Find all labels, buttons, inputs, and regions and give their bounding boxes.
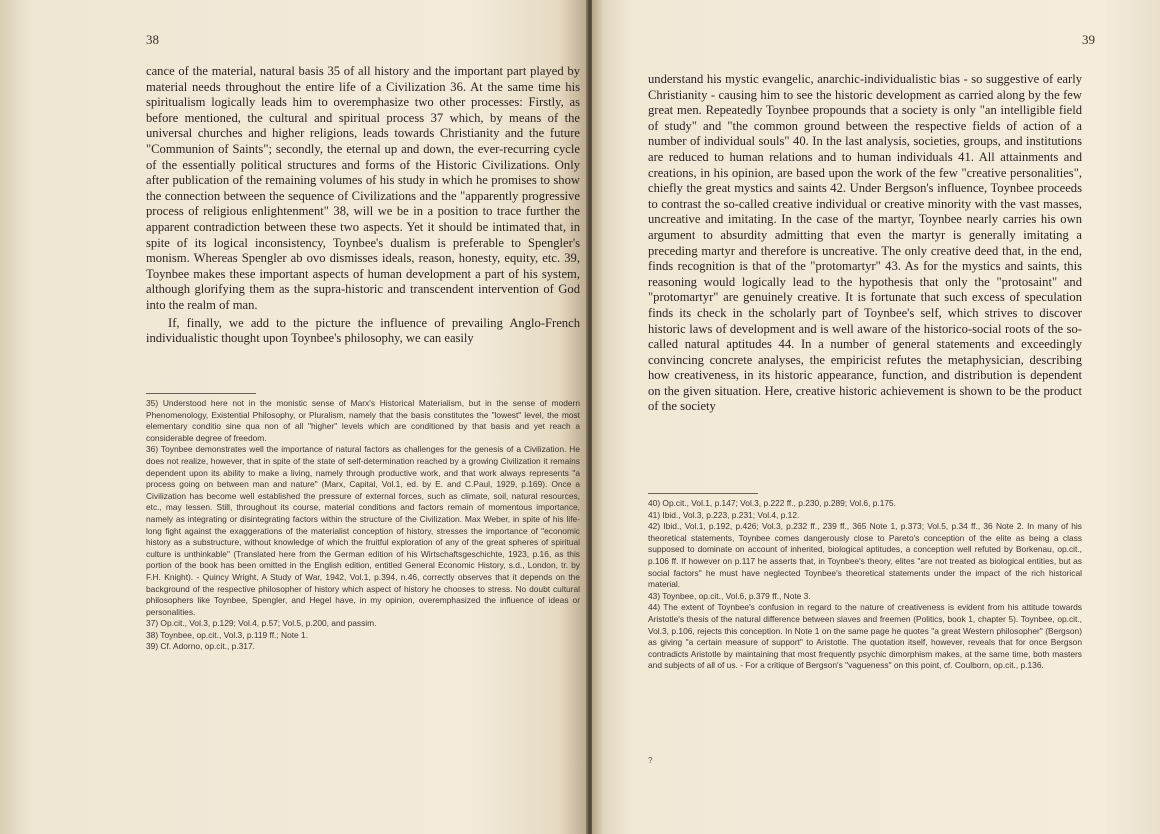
footnote-rule	[146, 393, 256, 394]
page-number: 38	[146, 32, 159, 47]
footnote: 43) Toynbee, op.cit., Vol.6, p.379 ff., Note 3.	[648, 590, 811, 601]
footnote: 41) Ibid., Vol.3, p.223, p.231; Vol.4, p.12.	[648, 509, 800, 520]
stray-mark: ?	[648, 756, 653, 765]
footnote: 38) Toynbee, op.cit., Vol.3, p.119 ff.; Note 1.	[146, 629, 309, 640]
footnote: 35) Understood here not in the monistic sense of Marx's Historical Materialism, but in the sense of modern Phenomenology, Existential Philosophy, or Pluralism, namely that the basis constitutes the "lowest" level, the most elementary conditio sine qua non of all "higher" levels which are conditioned by that basis and yet reach a considerable degree of freedom.	[146, 398, 580, 443]
footnote-rule	[648, 493, 758, 494]
body-paragraph: understand his mystic evangelic, anarchic-individualistic bias - so suggestive of early Christianity - causing him to see the historic development as carried along by the few great men. Repeatedly Toynbee propounds that a society is only "an intelligible field of study" and "the common ground between the respective fields of action of a number of individual souls" 40. In the last analysis, societies, groups, and institutions are reduced to human relations and to human individuals 41. All attainments and creations, in his opinion, are based upon the work of the few "creative personalities", chiefly the great mystics and saints 42. Under Bergson's influence, Toynbee proceeds to contrast the so-called creative individual or creative minority with the vast masses, uncreative and imitating. In the case of the martyr, Toynbee nearly carries his own argument to absurdity admitting that even the martyr is generally imitating a preceding martyr and therefore is uncreative. The only creative deed that, in the end, finds recognition is that of the "protomartyr" 43. As for the mystics and saints, this reasoning would logically lead to the hypothesis that only the "protosaint" and "protomartyr" are genuinely creative. It is fortunate that such excess of speculation finds its check in the scholarly part of Toynbee's self, which strives to discover historic laws of development and is well aware of the historico-social roots of the so-called natural aptitudes 44. In a number of general statements and exceedingly convincing concrete analyses, the empiricist refutes the metaphysician, describing how creativeness, in its historic appearance, function, and distribution is dependent on the given situation. Here, creative historic achievement is shown to be the product of the society	[648, 72, 1082, 414]
footnotes	[146, 398, 580, 653]
footnote: 36) Toynbee demonstrates well the importance of natural factors as challenges for the genesis of a Civilization. He does not realize, however, that in spite of the state of self-determination reached by a growing Civilization it remains dependent upon its ability to make a living, namely through productive work, and that work always represents "a process going on between man and nature" (Marx, Capital, Vol.1, ed. by E. and C.Paul, 1929, p.169). Once a Civilization has become well established the pressure of external forces, such as climate, soil, natural resources, etc., may lessen. Still, throughout its course, material conditions and factors remain of momentous importance, namely as integrating or disintegrating factors within the structure of the Civilization. Max Weber, in spite of his life-long fight against the exaggerations of the materialist conception of history, stresses the importance of "economic history as a substructure, without knowledge of which the fruitful exploration of any of the great spheres of spiritual culture is unthinkable" (Translated here from the German edition of his Wirtschaftsgeschichte, 1923, p.16, as this portion of the book has been omitted in the English edition, entitled General Economic History, s.d., London, tr. by F.H. Knight). - Quincy Wright, A Study of War, 1942, Vol.1, p.394, n.46, correctly observes that it depends on the background of the respective philosopher of history which aspect of history he chooses to stress. No doubt cultural philosophers like Toynbee, Spengler, and Hegel have, in my opinion, overemphasized the influence of ideas or personalities.	[146, 444, 580, 617]
body-paragraph: If, finally, we add to the picture the influence of prevailing Anglo-French individualistic thought upon Toynbee's philosophy, we can easily	[146, 315, 580, 346]
footnote: 44) The extent of Toynbee's confusion in regard to the nature of creativeness is evident from his attitude towards Aristotle's thesis of the natural difference between slaves and freemen (Politics, book 1, chapter 5). Toynbee, op.cit., Vol.3, p.106, rejects this conception. In Note 1 on the same page he quotes "a great Western philosopher" (Bergson) as giving "a certain measure of support" to Aristotle. The quotation itself, however, reveals that for once Bergson contradicts Aristotle by maintaining that most frequently psychic dimorphism makes, at the same time, both masters and subjects of all of us. - For a critique of Bergson's "vagueness" on this point, cf. Coulborn, op.cit., p.136.	[648, 602, 1082, 671]
body-paragraph: cance of the material, natural basis 35 of all history and the important part played by material needs throughout the entire life of a Civilization 36. At the same time his spiritualism logically leads him to overemphasize two other processes: Firstly, as before mentioned, the cultural and spiritual process 37 which, by means of the universal churches and higher religions, leads towards Christianity and the future "Communion of Saints"; secondly, the eternal up and down, the ever-recurring cycle of the essentially political structures and forms of the Historic Civilizations. Only after publication of the remaining volumes of his study in which he promises to show the connection between the sequence of Civilizations and the "apparently progressive process of religious enlightenment" 38, will we be in a position to trace further the apparent contradiction between these two aspects. Yet it should be intimated that, in spite of its logical inconsistency, Toynbee's dualism is preferable to Spengler's monism. Whereas Spengler ab ovo dismisses ideals, reason, honesty, equity, etc. 39, Toynbee makes these important aspects of human development a part of his system, although glorifying them as the supra-historic and transcendent intervention of God into the realm of man.	[146, 64, 580, 312]
page-number: 39	[1082, 32, 1095, 47]
footnote: 40) Op.cit., Vol.1, p.147; Vol.3, p.222 ff., p.230, p.289; Vol.6, p.175.	[648, 498, 897, 508]
footnote: 37) Op.cit., Vol.3, p.129; Vol.4, p.57; Vol.5, p.200, and passim.	[146, 618, 377, 629]
body-text	[648, 72, 1082, 415]
right-page	[592, 0, 1160, 834]
body-text	[146, 64, 580, 347]
footnotes	[648, 498, 1082, 672]
footnote: 42) Ibid., Vol.1, p.192, p.426; Vol.3, p.232 ff., 239 ff., 365 Note 1, p.373; Vol.5, p.34 ff., 36 Note 2. In many of his theoretical statements, Toynbee comes dangerously close to Pareto's conception of the elite as being a class supposed to dominate on account of inherited, biological aptitudes, a conception well refuted by Borkenau, op.cit., p.106 ff. If however on p.117 he asserts that, in Toynbee's theory, elites "are not treated as biological entities, but as social factors" he must have neglected Toynbee's theoretical statements under the impact of the rich historical material.	[648, 521, 1082, 590]
footnote: 39) Cf. Adorno, op.cit., p.317.	[146, 641, 255, 652]
